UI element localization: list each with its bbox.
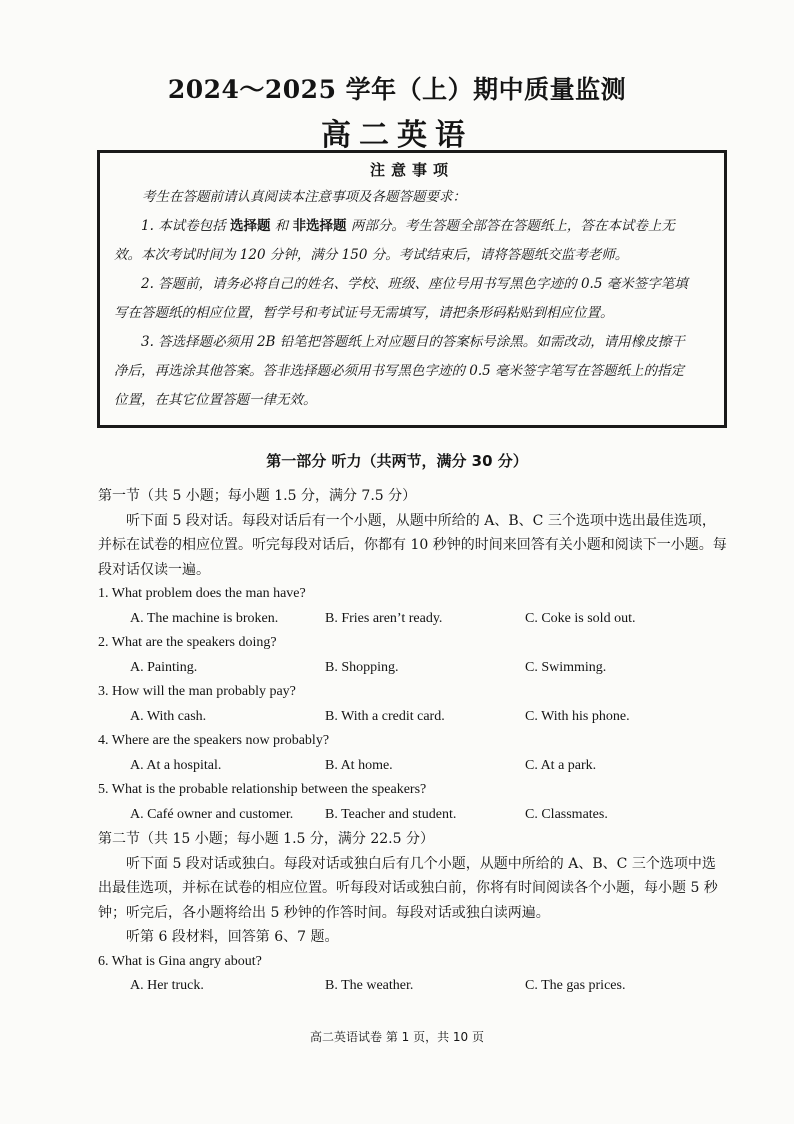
material-6-note: 听第 6 段材料，回答第 6、7 题。	[126, 929, 339, 945]
page-footer: 高二英语试卷 第 1 页，共 10 页	[310, 1030, 484, 1044]
option-c: C. Coke is sold out.	[525, 610, 636, 626]
part1-title: 第一部分 听力（共两节，满分 30 分）	[266, 452, 528, 470]
option-b: B. With a credit card.	[325, 708, 445, 724]
option-b: B. The weather.	[325, 978, 414, 993]
question-5	[98, 778, 726, 827]
option-c: C. Classmates.	[525, 806, 608, 822]
option-c: C. The gas prices.	[525, 978, 626, 993]
part1-body	[98, 484, 726, 999]
notice-intro: 考生在答题前请认真阅读本注意事项及各题答题要求：	[142, 189, 466, 205]
exam-title: 2024～2025 学年（上）期中质量监测	[167, 75, 627, 104]
question-3	[98, 680, 726, 729]
notice-box	[97, 150, 727, 428]
option-a: A. Painting.	[130, 659, 198, 675]
question-text: 6. What is Gina angry about?	[98, 953, 262, 969]
option-c: C. Swimming.	[525, 659, 607, 675]
question-text: 2. What are the speakers doing?	[98, 635, 277, 650]
option-a: A. With cash.	[130, 708, 207, 724]
question-2	[98, 631, 726, 680]
section2-heading: 第二节（共 15 小题；每小题 1.5 分，满分 22.5 分）	[98, 831, 434, 847]
section1-instruction-1: 听下面 5 段对话。每段对话后有一个小题，从题中所给的 A、B、C 三个选项中选出最佳选项，	[126, 512, 716, 529]
option-c: C. With his phone.	[525, 708, 630, 724]
option-c: C. At a park.	[525, 757, 597, 773]
question-text: 5. What is the probable relationship between the speakers?	[98, 782, 427, 797]
option-a: A. At a hospital.	[130, 757, 222, 773]
question-1	[98, 582, 726, 631]
option-b: B. Shopping.	[325, 659, 399, 675]
option-a: A. Café owner and customer.	[130, 806, 294, 822]
option-a: A. Her truck.	[130, 978, 204, 993]
question-options	[98, 974, 726, 999]
section2-instruction-3: 钟；听完后，各小题将给出 5 秒钟的作答时间。每段对话或独白读两遍。	[98, 904, 550, 921]
notice-item-2: 2. 答题前，请务必将自己的姓名、学校、班级、座位号用书写黑色字迹的 0.5 毫米签字笔填	[141, 276, 688, 292]
question-options	[98, 754, 726, 779]
section2-instruction-2: 出最佳选项，并标在试卷的相应位置。听每段对话或独白前，你将有时间阅读各个小题，每小题 5 秒	[98, 880, 718, 896]
notice-title: 注意事项	[369, 161, 454, 179]
option-b: B. At home.	[325, 757, 393, 773]
question-options	[98, 803, 726, 828]
notice-item-2-cont: 写在答题纸的相应位置，暂学号和考试证号无需填写，请把条形码粘贴到相应位置。	[114, 305, 614, 321]
section1-instruction-2: 并标在试卷的相应位置。听完每段对话后，你都有 10 秒钟的时间来回答有关小题和阅读下一小题。每	[98, 537, 727, 553]
option-b: B. Fries aren’t ready.	[325, 610, 443, 626]
section1-heading: 第一节（共 5 小题；每小题 1.5 分，满分 7.5 分）	[98, 488, 417, 504]
question-6	[98, 950, 726, 999]
question-options	[98, 607, 726, 632]
notice-item-3: 3. 答选择题必须用 2B 铅笔把答题纸上对应题目的答案标号涂黑。如需改动，请用橡皮擦干	[141, 334, 685, 350]
question-text: 3. How will the man probably pay?	[98, 684, 296, 699]
notice-item-1-cont: 效。本次考试时间为 120 分钟，满分 150 分。考试结束后，请将答题纸交监考老师。	[114, 247, 629, 263]
question-text: 1. What problem does the man have?	[98, 586, 306, 601]
option-a: A. The machine is broken.	[130, 610, 279, 626]
section1-instruction-3: 段对话仅读一遍。	[98, 561, 210, 578]
exam-subject: 高二英语	[321, 118, 473, 153]
question-4	[98, 729, 726, 778]
notice-item-1: 1. 本试卷包括 选择题 和 非选择题 两部分。考生答题全部答在答题纸上，答在本试卷上无	[141, 218, 675, 234]
notice-item-3-cont2: 位置，在其它位置答题一律无效。	[114, 392, 317, 408]
question-text: 4. Where are the speakers now probably?	[98, 733, 330, 748]
notice-item-3-cont1: 净后，再选涂其他答案。答非选择题必须用书写黑色字迹的 0.5 毫米签字笔写在答题纸上的指定	[114, 363, 685, 379]
question-options	[98, 656, 726, 681]
question-options	[98, 705, 726, 730]
section2-instruction-1: 听下面 5 段对话或独白。每段对话或独白后有几个小题，从题中所给的 A、B、C 三个选项中选	[126, 855, 716, 872]
option-b: B. Teacher and student.	[325, 806, 457, 822]
